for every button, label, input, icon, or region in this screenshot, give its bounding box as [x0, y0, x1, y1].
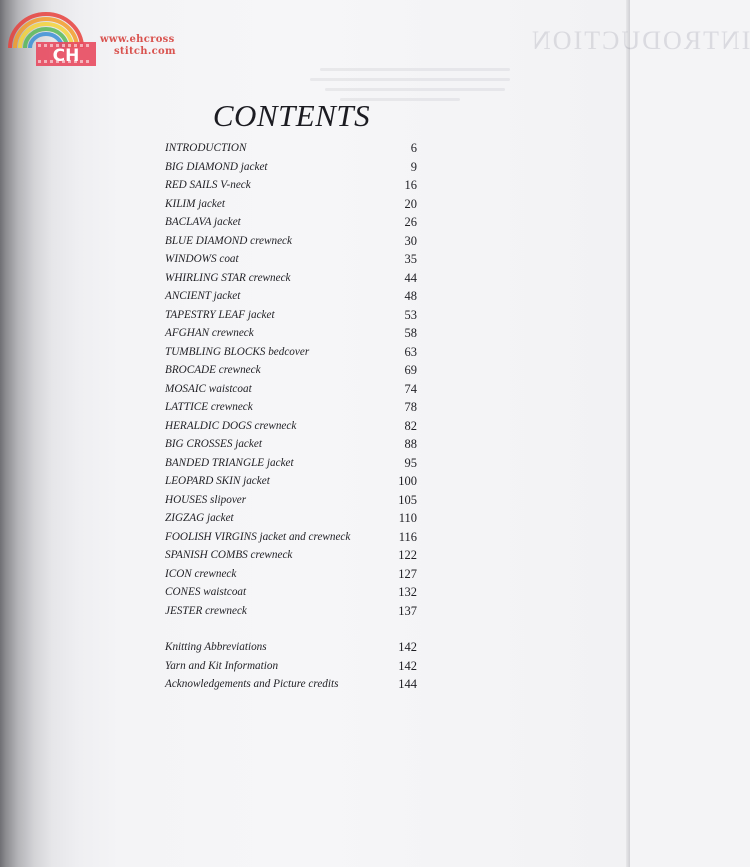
toc-entry	[165, 232, 417, 251]
toc-entry	[165, 158, 417, 177]
toc-entry-page: 74	[404, 381, 417, 396]
toc-entry-page: 16	[404, 178, 417, 192]
toc-entry-page: 116	[398, 529, 417, 544]
toc-entry-title: ICON crewneck	[165, 567, 237, 580]
toc-entry-title: BLUE DIAMOND crewneck	[165, 234, 292, 247]
toc-entry-page: 105	[398, 492, 417, 507]
toc-entry-page: 20	[404, 196, 417, 211]
toc-entry	[165, 528, 417, 547]
toc-entry-page: 48	[404, 289, 417, 303]
toc-entry	[165, 380, 417, 399]
watermark-url-line1: www.ehcross	[100, 34, 175, 45]
toc-entry-title: AFGHAN crewneck	[165, 327, 254, 339]
toc-entry-title: TUMBLING BLOCKS bedcover	[165, 345, 310, 358]
toc-entry-page: 26	[404, 215, 417, 229]
toc-entry	[165, 213, 417, 232]
toc-entry-title: ZIGZAG jacket	[165, 512, 234, 524]
toc-entry-title: BIG CROSSES jacket	[165, 438, 262, 450]
toc-entry-title: LATTICE crewneck	[165, 401, 253, 413]
toc-entry-page: 6	[410, 141, 417, 155]
appendix-entry	[165, 638, 417, 657]
section-spacer	[165, 620, 417, 638]
toc-entry-page: 95	[404, 455, 417, 470]
watermark-url-line2: stitch.com	[114, 46, 176, 57]
toc-entry	[165, 398, 417, 417]
appendix-entry-title: Yarn and Kit Information	[165, 659, 279, 672]
toc-entry-title: WINDOWS coat	[165, 253, 239, 265]
toc-entry	[165, 176, 417, 195]
toc-entry	[165, 565, 417, 584]
toc-entry	[165, 361, 417, 380]
toc-entry-title: BROCADE crewneck	[165, 364, 261, 376]
toc-entry	[165, 139, 417, 158]
toc-entry-title: MOSAIC waistcoat	[165, 382, 252, 395]
bleed-through-title: INTRODUCTION	[530, 26, 750, 55]
toc-entry-page: 58	[404, 326, 417, 340]
toc-entry	[165, 287, 417, 306]
toc-entry	[165, 195, 417, 214]
toc-entry-page: 35	[404, 252, 417, 266]
toc-entry	[165, 602, 417, 621]
toc-entry	[165, 306, 417, 325]
toc-entry-title: HERALDIC DOGS crewneck	[165, 419, 297, 432]
toc-entry-title: CONES waistcoat	[165, 586, 247, 598]
toc-entry	[165, 435, 417, 454]
toc-entry-page: 132	[398, 585, 417, 599]
toc-entry	[165, 472, 417, 491]
toc-entry-page: 53	[404, 307, 417, 322]
toc-entry-page: 137	[398, 603, 417, 618]
toc-entry-title: ANCIENT jacket	[165, 290, 241, 302]
appendix-entry-title: Knitting Abbreviations	[165, 641, 267, 653]
toc-entry	[165, 417, 417, 436]
toc-entry	[165, 250, 417, 269]
page-edge	[626, 0, 630, 867]
appendix-entry	[165, 675, 417, 694]
toc-entry-page: 82	[404, 418, 417, 433]
toc-entry-title: LEOPARD SKIN jacket	[165, 475, 270, 487]
appendix-entry-title: Acknowledgements and Picture credits	[165, 678, 339, 690]
toc-entry-title: SPANISH COMBS crewneck	[165, 549, 293, 561]
toc-entry	[165, 324, 417, 343]
appendix-entry	[165, 657, 417, 676]
toc-entry-title: BANDED TRIANGLE jacket	[165, 456, 294, 469]
appendix-entry-page: 142	[398, 640, 417, 654]
toc-entry-page: 69	[404, 363, 417, 377]
appendix-entry-page: 142	[398, 658, 417, 673]
toc-entry-title: JESTER crewneck	[165, 604, 247, 617]
toc-entry-title: INTRODUCTION	[165, 142, 247, 154]
toc-entry	[165, 343, 417, 362]
toc-entry-page: 110	[398, 511, 417, 525]
toc-entry	[165, 509, 417, 528]
toc-entry	[165, 491, 417, 510]
toc-entry-page: 127	[398, 566, 417, 581]
toc-entry-title: RED SAILS V-neck	[165, 179, 251, 191]
toc-entry-title: BIG DIAMOND jacket	[165, 160, 268, 173]
table-of-contents	[165, 139, 417, 694]
toc-entry-title: BACLAVA jacket	[165, 216, 241, 228]
toc-entry	[165, 454, 417, 473]
toc-entry-title: WHIRLING STAR crewneck	[165, 271, 291, 284]
toc-entry-page: 88	[404, 437, 417, 451]
rainbow-logo-icon	[2, 4, 102, 68]
toc-entry-page: 44	[404, 270, 417, 285]
toc-entry-page: 9	[410, 159, 417, 174]
toc-entry-title: KILIM jacket	[165, 197, 225, 210]
toc-entry-title: FOOLISH VIRGINS jacket and crewneck	[165, 530, 351, 543]
toc-entry-title: HOUSES slipover	[165, 493, 247, 506]
toc-entry-title: TAPESTRY LEAF jacket	[165, 308, 275, 321]
toc-entry	[165, 583, 417, 602]
toc-entry-page: 100	[398, 474, 417, 488]
appendix-entry-page: 144	[398, 677, 417, 691]
contents-heading: CONTENTS	[212, 98, 371, 133]
watermark-logo	[2, 4, 212, 68]
toc-entry-page: 122	[398, 548, 417, 562]
toc-entry-page: 63	[404, 344, 417, 359]
toc-entry-page: 78	[404, 400, 417, 414]
svg-text:CH: CH	[52, 46, 80, 66]
toc-entry	[165, 546, 417, 565]
toc-entry-page: 30	[404, 233, 417, 248]
toc-entry	[165, 269, 417, 288]
